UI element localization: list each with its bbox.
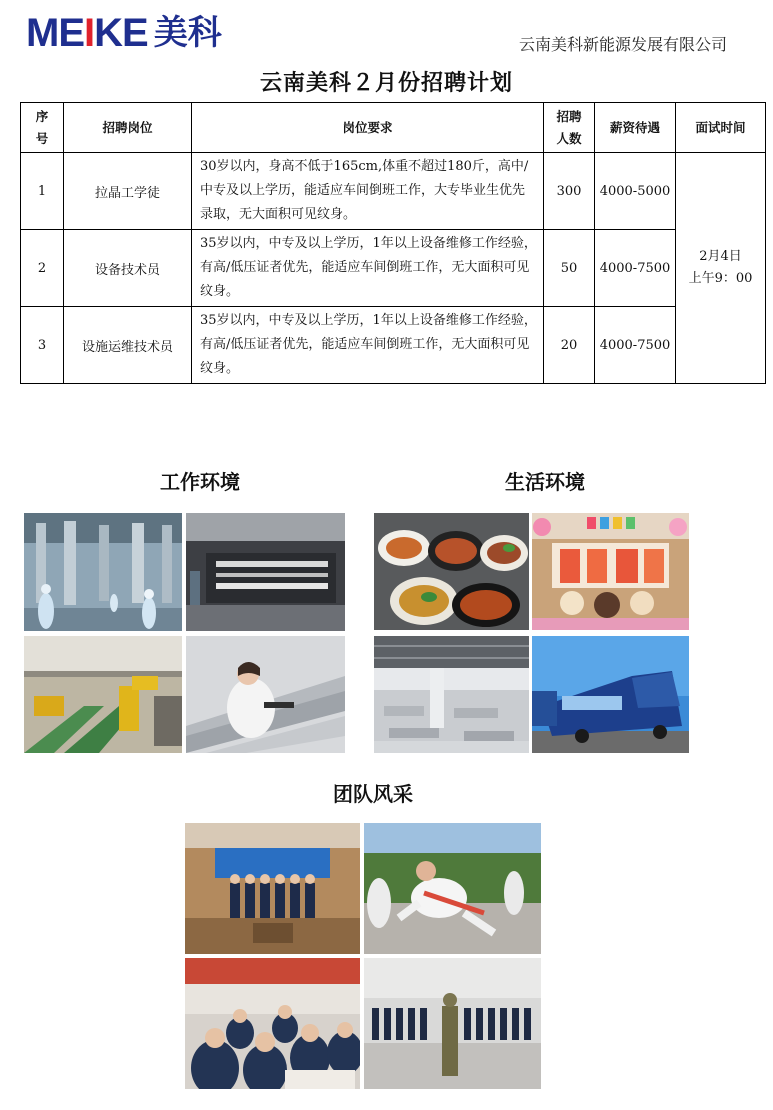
table-header-row <box>21 103 766 153</box>
header-no-line2: 号 <box>35 130 49 146</box>
photo-meals <box>374 513 529 630</box>
header-count-line2: 人数 <box>556 130 582 146</box>
cell-position: 拉晶工学徒 <box>64 153 192 230</box>
photo-robotic-line <box>24 636 182 753</box>
interview-date: 2月4日 <box>699 249 742 264</box>
cell-salary: 4000-7500 <box>595 230 676 307</box>
photo-team-stage <box>185 823 360 954</box>
logo-cjk: 美科 <box>153 13 222 53</box>
recruitment-table <box>20 102 766 384</box>
table-row <box>21 153 766 230</box>
photo-team-military-training <box>364 958 541 1089</box>
header-count-line1: 招聘 <box>556 108 582 124</box>
page-title: 云南美科２月份招聘计划 <box>259 70 513 96</box>
photo-team-meeting <box>185 958 360 1089</box>
section-title-work: 工作环境 <box>160 470 240 494</box>
company-name: 云南美科新能源发展有限公司 <box>518 35 727 54</box>
photo-production-machine <box>186 513 345 631</box>
photo-cleanroom-workers <box>24 513 182 631</box>
photo-canteen <box>374 636 529 753</box>
header-no-line1: 序 <box>35 108 49 124</box>
section-title-life: 生活环境 <box>505 470 585 494</box>
header-no <box>21 103 64 153</box>
logo-accent-letter: I <box>84 11 95 55</box>
photo-worker-inspection <box>186 636 345 753</box>
cell-count: 300 <box>544 153 595 230</box>
logo-latin: MEIKE <box>26 11 148 55</box>
section-title-team: 团队风采 <box>333 782 413 806</box>
table-row <box>21 230 766 307</box>
header-count <box>544 103 595 153</box>
cell-no: 2 <box>21 230 64 307</box>
cell-position: 设施运维技术员 <box>64 307 192 384</box>
interview-hour: 上午9：00 <box>688 271 753 286</box>
cell-interview-time <box>676 153 766 384</box>
cell-position: 设备技术员 <box>64 230 192 307</box>
photo-team-sports <box>364 823 541 954</box>
table-row <box>21 307 766 384</box>
header-requirement: 岗位要求 <box>192 103 544 153</box>
cell-count: 50 <box>544 230 595 307</box>
cell-requirement: 35岁以内，中专及以上学历，1年以上设备维修工作经验，有高/低压证者优先，能适应车间倒班工作，无大面积可见纹身。 <box>192 230 544 307</box>
cell-no: 1 <box>21 153 64 230</box>
photo-birthday-party <box>532 513 689 630</box>
photo-shuttle-bus <box>532 636 689 753</box>
header-position: 招聘岗位 <box>64 103 192 153</box>
cell-count: 20 <box>544 307 595 384</box>
cell-salary: 4000-7500 <box>595 307 676 384</box>
cell-no: 3 <box>21 307 64 384</box>
cell-requirement: 35岁以内，中专及以上学历，1年以上设备维修工作经验，有高/低压证者优先，能适应车间倒班工作，无大面积可见纹身。 <box>192 307 544 384</box>
header-interview: 面试时间 <box>676 103 766 153</box>
company-logo <box>26 10 222 56</box>
cell-requirement: 30岁以内，身高不低于165cm,体重不超过180斤，高中/中专及以上学历，能适应车间倒班工作，大专毕业生优先录取，无大面积可见纹身。 <box>192 153 544 230</box>
cell-salary: 4000-5000 <box>595 153 676 230</box>
header-salary: 薪资待遇 <box>595 103 676 153</box>
